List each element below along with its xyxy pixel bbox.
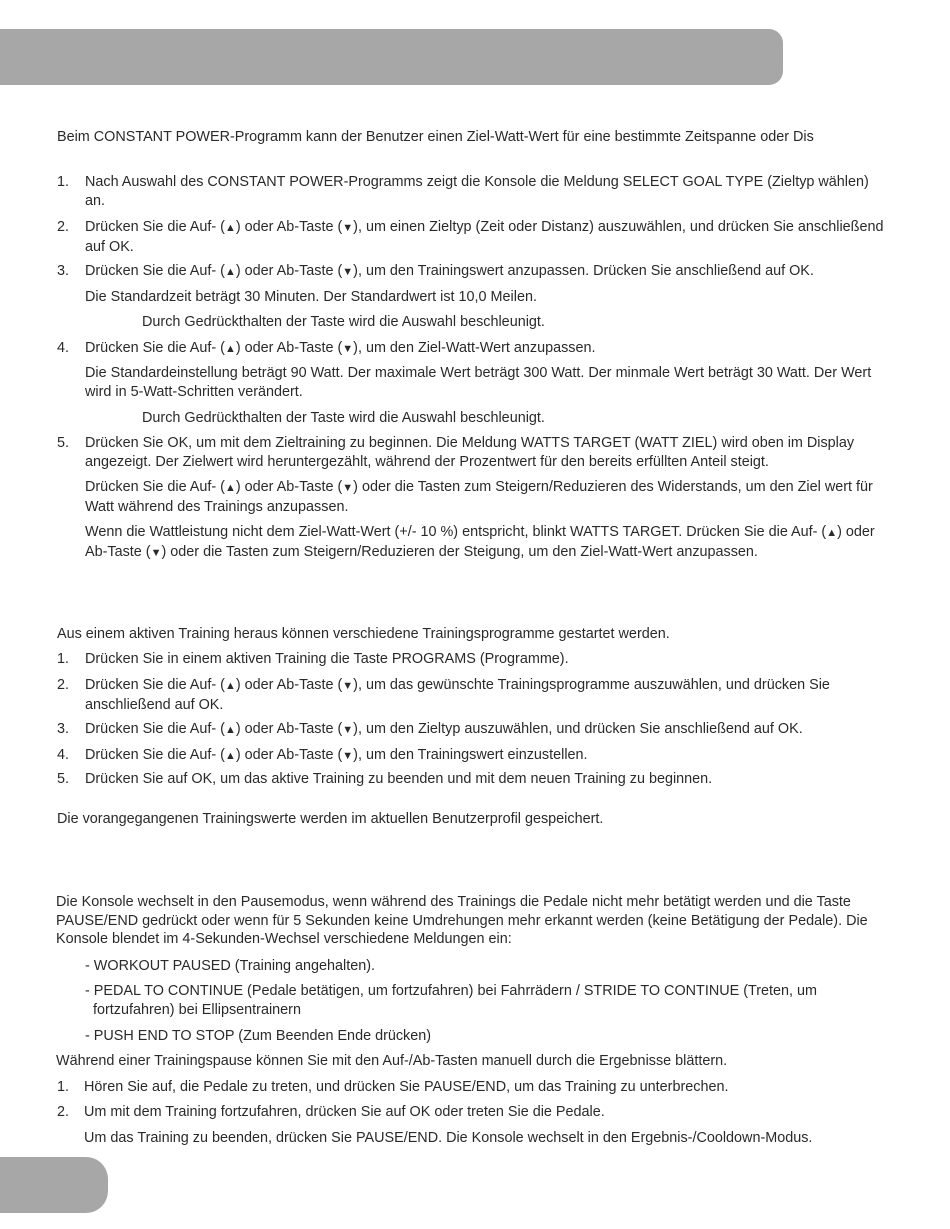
change-program-intro: Aus einem aktiven Training heraus können verschiedene Trainingsprogramme gestartet werden. bbox=[57, 626, 670, 642]
step-number: 2. bbox=[57, 677, 70, 693]
down-arrow-icon: ▼ bbox=[342, 482, 354, 494]
down-arrow-icon: ▼ bbox=[342, 724, 354, 736]
up-arrow-icon: ▲ bbox=[224, 482, 236, 494]
down-arrow-icon: ▼ bbox=[342, 343, 354, 355]
step-text: Um mit dem Training fortzufahren, drücken Sie auf OK oder treten Sie die Pedale. bbox=[84, 1104, 605, 1120]
header-bar bbox=[0, 29, 783, 85]
down-arrow-icon: ▼ bbox=[150, 546, 162, 559]
step-number: 4. bbox=[57, 747, 70, 763]
down-arrow-icon: ▼ bbox=[342, 266, 354, 278]
page-tab bbox=[0, 1157, 108, 1213]
step-number: 4. bbox=[57, 340, 70, 356]
change-program-footer: Die vorangegangenen Trainingswerte werden im aktuellen Benutzerprofil gespeichert. bbox=[57, 811, 604, 827]
step-text: Drücken Sie die Auf- (▲) oder Ab-Taste (▼), um den Trainingswert einzustellen. bbox=[85, 747, 588, 763]
hold-note: Durch Gedrückthalten der Taste wird die Auswahl beschleunigt. bbox=[142, 314, 545, 330]
up-arrow-icon: ▲ bbox=[224, 266, 236, 278]
pause-message: - PUSH END TO STOP (Zum Beenden Ende drücken) bbox=[85, 1028, 432, 1044]
up-arrow-icon: ▲ bbox=[224, 222, 236, 234]
down-arrow-icon: ▼ bbox=[342, 750, 354, 762]
step-number: 1. bbox=[57, 651, 70, 667]
step-number: 2. bbox=[57, 219, 70, 235]
step-text: Drücken Sie OK, um mit dem Zieltraining zu beginnen. Die Meldung WATTS TARGET (WATT ZIEL) wird oben im Display angezeigt. Der Zielwert wird heruntergezählt, während der Prozentwert für den bereits erfüllten Anteil steigt. bbox=[85, 435, 855, 470]
step-note: Wenn die Wattleistung nicht dem Ziel-Watt-Wert (+/- 10 %) entspricht, blinkt WATTS TARGET. Drücken Sie die Auf- (▲) oder Ab-Taste (▼) oder die Tasten zum Steigern/Reduzieren der Steigung, um den Ziel-Watt-Wert anzupassen. bbox=[85, 524, 875, 560]
step-number: 3. bbox=[57, 721, 70, 737]
step-text: Drücken Sie die Auf- (▲) oder Ab-Taste (▼), um den Trainingswert anzupassen. Drücken Sie anschließend auf OK. bbox=[85, 263, 814, 279]
pause-message: - PEDAL TO CONTINUE (Pedale betätigen, um fortzufahren) bei Fahrrädern / STRIDE TO CONTINUE (Treten, um fortzufahren) bei Ellipsentrainern bbox=[85, 983, 818, 1018]
up-arrow-icon: ▲ bbox=[826, 527, 838, 539]
down-arrow-icon: ▼ bbox=[342, 222, 354, 234]
pause-browse-note: Während einer Trainingspause können Sie mit den Auf-/Ab-Tasten manuell durch die Ergebnisse blättern. bbox=[56, 1053, 728, 1069]
step-note: Drücken Sie die Auf- (▲) oder Ab-Taste (▼) oder die Tasten zum Steigern/Reduzieren des Widerstands, um den Ziel wert für Watt während des Trainings anzupassen. bbox=[85, 479, 873, 515]
step-text: Nach Auswahl des CONSTANT POWER-Programms zeigt die Konsole die Meldung SELECT GOAL TYPE (Zieltyp wählen) an. bbox=[85, 174, 869, 209]
down-arrow-icon: ▼ bbox=[342, 680, 354, 692]
step-number: 1. bbox=[57, 174, 70, 190]
step-text: Drücken Sie auf OK, um das aktive Training zu beenden und mit dem neuen Training zu beginnen. bbox=[85, 771, 713, 787]
pause-intro: Die Konsole wechselt in den Pausemodus, wenn während des Trainings die Pedale nicht mehr betätigt werden und die Taste PAUSE/END gedrückt oder wenn für 5 Sekunden keine Umdrehungen mehr erkannt werden (keine Betätigung der Pedale). Die Konsole blendet im 4-Sekunden-Wechsel verschiedene Meldungen ein: bbox=[56, 894, 868, 947]
step-number: 5. bbox=[57, 771, 70, 787]
step-note: Die Standardzeit beträgt 30 Minuten. Der Standardwert ist 10,0 Meilen. bbox=[85, 289, 537, 305]
step-note: Die Standardeinstellung beträgt 90 Watt. Der maximale Wert beträgt 300 Watt. Der minmale Wert beträgt 30 Watt. Der Wert wird in 5-Watt-Schritten verändert. bbox=[85, 365, 872, 400]
constant-power-intro: Beim CONSTANT POWER-Programm kann der Benutzer einen Ziel-Watt-Wert für eine bestimmte Zeitspanne oder Dis bbox=[57, 129, 814, 145]
step-number: 3. bbox=[57, 263, 70, 279]
up-arrow-icon: ▲ bbox=[224, 343, 236, 355]
up-arrow-icon: ▲ bbox=[224, 680, 236, 692]
pause-message: - WORKOUT PAUSED (Training angehalten). bbox=[85, 958, 376, 974]
step-text: Drücken Sie die Auf- (▲) oder Ab-Taste (▼), um den Zieltyp auszuwählen, und drücken Sie anschließend auf OK. bbox=[85, 721, 803, 737]
step-number: 1. bbox=[57, 1079, 70, 1095]
step-text: Drücken Sie die Auf- (▲) oder Ab-Taste (▼), um einen Zieltyp (Zeit oder Distanz) auszuwählen, und drücken Sie anschließend auf OK. bbox=[85, 219, 884, 255]
step-text: Hören Sie auf, die Pedale zu treten, und drücken Sie PAUSE/END, um das Training zu unterbrechen. bbox=[84, 1079, 729, 1095]
hold-note: Durch Gedrückthalten der Taste wird die Auswahl beschleunigt. bbox=[142, 410, 545, 426]
step-text: Drücken Sie in einem aktiven Training die Taste PROGRAMS (Programme). bbox=[85, 651, 569, 667]
up-arrow-icon: ▲ bbox=[224, 750, 236, 762]
step-number: 5. bbox=[57, 435, 70, 451]
step-text: Drücken Sie die Auf- (▲) oder Ab-Taste (▼), um den Ziel-Watt-Wert anzupassen. bbox=[85, 340, 596, 356]
up-arrow-icon: ▲ bbox=[224, 724, 236, 736]
step-number: 2. bbox=[57, 1104, 70, 1120]
pause-end-note: Um das Training zu beenden, drücken Sie PAUSE/END. Die Konsole wechselt in den Ergebnis-/Cooldown-Modus. bbox=[84, 1130, 813, 1146]
step-text: Drücken Sie die Auf- (▲) oder Ab-Taste (▼), um das gewünschte Trainingsprogramme auszuwählen, und drücken Sie anschließend auf OK. bbox=[85, 677, 830, 713]
